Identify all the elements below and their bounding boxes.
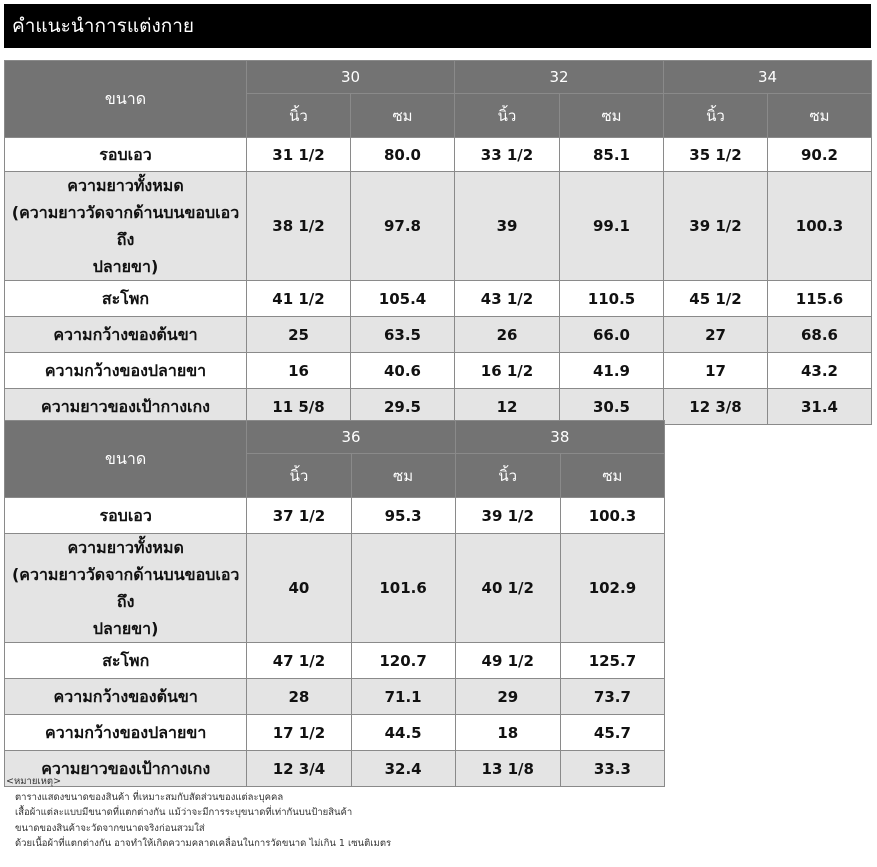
row-label-waist: รอบเอว [5, 498, 247, 534]
table-cell: 41 1/2 [247, 281, 351, 317]
note-line: ด้วยเนื้อผ้าที่แตกต่างกัน อาจทำให้เกิดความคลาดเคลื่อนในการวัดขนาด ไม่เกิน 1 เซนติเมตร [15, 838, 392, 849]
table-cell: 41.9 [560, 353, 664, 389]
table-cell: 32.4 [351, 751, 455, 787]
note-line: ตารางแสดงขนาดของสินค้า ที่เหมาะสมกับสัดส่วนของแต่ละบุคคล [15, 791, 284, 803]
table-row [5, 715, 665, 751]
row-label-line: (ความยาววัดจากด้านบนขอบเอวถึง [11, 203, 240, 249]
table-cell: 40 1/2 [455, 534, 560, 643]
row-label-waist: รอบเอว [5, 138, 247, 172]
table-row [5, 281, 872, 317]
table-cell: 44.5 [351, 715, 455, 751]
unit-inch-header: นิ้ว [455, 94, 560, 138]
table-cell: 17 1/2 [247, 715, 351, 751]
size-column-header: 30 [247, 61, 455, 94]
table-cell: 17 [664, 353, 768, 389]
size-table-1 [4, 60, 872, 425]
row-label-hem: ความกว้างของปลายขา [5, 715, 247, 751]
table-cell: 90.2 [768, 138, 872, 172]
table-cell: 30.5 [560, 389, 664, 425]
table-cell: 39 1/2 [664, 172, 768, 281]
table-cell: 39 [455, 172, 560, 281]
note-line: ขนาดของสินค้าจะวัดจากขนาดจริงก่อนสวมใส่ [15, 822, 205, 834]
table-cell: 16 1/2 [455, 353, 560, 389]
table-cell: 49 1/2 [455, 643, 560, 679]
row-label-total-length [5, 534, 247, 643]
row-label-thigh: ความกว้างของต้นขา [5, 317, 247, 353]
size-header: ขนาด [5, 61, 247, 138]
table-cell: 40.6 [351, 353, 455, 389]
table-cell: 12 3/4 [247, 751, 351, 787]
table-cell: 100.3 [560, 498, 664, 534]
table-cell: 12 [455, 389, 560, 425]
unit-cm-header: ซม [768, 94, 872, 138]
row-label-thigh: ความกว้างของต้นขา [5, 679, 247, 715]
table-cell: 68.6 [768, 317, 872, 353]
table-cell: 29.5 [351, 389, 455, 425]
table-cell: 125.7 [560, 643, 664, 679]
table-cell: 38 1/2 [247, 172, 351, 281]
table-cell: 73.7 [560, 679, 664, 715]
table-cell: 97.8 [351, 172, 455, 281]
size-table-2 [4, 420, 665, 787]
table-cell: 71.1 [351, 679, 455, 715]
row-label-rise: ความยาวของเป้ากางเกง [5, 389, 247, 425]
table-cell: 16 [247, 353, 351, 389]
table-cell: 99.1 [560, 172, 664, 281]
table-cell: 31 1/2 [247, 138, 351, 172]
table-cell: 47 1/2 [247, 643, 351, 679]
row-label-hip: สะโพก [5, 643, 247, 679]
table-cell: 35 1/2 [664, 138, 768, 172]
table-cell: 37 1/2 [247, 498, 351, 534]
unit-cm-header: ซม [560, 94, 664, 138]
table-cell: 33 1/2 [455, 138, 560, 172]
row-label-line: ปลายขา) [92, 619, 159, 638]
table-cell: 120.7 [351, 643, 455, 679]
row-label-line: (ความยาววัดจากด้านบนขอบเอวถึง [11, 565, 240, 611]
table-cell: 40 [247, 534, 351, 643]
unit-inch-header: นิ้ว [455, 454, 560, 498]
table-row [5, 353, 872, 389]
table-row [5, 679, 665, 715]
table-cell: 31.4 [768, 389, 872, 425]
row-label-rise: ความยาวของเป้ากางเกง [5, 751, 247, 787]
table-cell: 25 [247, 317, 351, 353]
table-cell: 26 [455, 317, 560, 353]
table-row [5, 172, 872, 281]
row-label-line: ความยาวทั้งหมด [67, 538, 184, 557]
table-cell: 63.5 [351, 317, 455, 353]
table-cell: 102.9 [560, 534, 664, 643]
table-cell: 29 [455, 679, 560, 715]
table-cell: 33.3 [560, 751, 664, 787]
row-label-line: ความยาวทั้งหมด [67, 176, 184, 195]
table-cell: 28 [247, 679, 351, 715]
unit-inch-header: นิ้ว [247, 94, 351, 138]
row-label-hem: ความกว้างของปลายขา [5, 353, 247, 389]
table-cell: 45 1/2 [664, 281, 768, 317]
row-label-line: ปลายขา) [92, 257, 159, 276]
table-cell: 80.0 [351, 138, 455, 172]
table-cell: 43.2 [768, 353, 872, 389]
size-column-header: 32 [455, 61, 664, 94]
size-column-header: 38 [455, 421, 664, 454]
notes [6, 774, 391, 852]
size-column-header: 34 [664, 61, 872, 94]
page-title: คำแนะนำการแต่งกาย [4, 4, 871, 48]
table-cell: 12 3/8 [664, 389, 768, 425]
unit-inch-header: นิ้ว [247, 454, 351, 498]
table-row [5, 138, 872, 172]
unit-inch-header: นิ้ว [664, 94, 768, 138]
table-cell: 11 5/8 [247, 389, 351, 425]
table-row [5, 534, 665, 643]
unit-cm-header: ซม [351, 94, 455, 138]
table-cell: 101.6 [351, 534, 455, 643]
table-cell: 115.6 [768, 281, 872, 317]
row-label-hip: สะโพก [5, 281, 247, 317]
table-cell: 18 [455, 715, 560, 751]
table-row [5, 498, 665, 534]
notes-heading: <หมายเหตุ> [6, 776, 62, 787]
unit-cm-header: ซม [560, 454, 664, 498]
table-cell: 85.1 [560, 138, 664, 172]
table-cell: 105.4 [351, 281, 455, 317]
unit-cm-header: ซม [351, 454, 455, 498]
table-cell: 110.5 [560, 281, 664, 317]
table-cell: 39 1/2 [455, 498, 560, 534]
note-line: เสื้อผ้าแต่ละแบบมีขนาดที่แตกต่างกัน แม้ว่าจะมีการระบุขนาดที่เท่ากันบนป้ายสินค้า [15, 807, 353, 818]
table-cell: 95.3 [351, 498, 455, 534]
table-cell: 45.7 [560, 715, 664, 751]
table-row [5, 317, 872, 353]
table-cell: 27 [664, 317, 768, 353]
table-cell: 43 1/2 [455, 281, 560, 317]
table-cell: 13 1/8 [455, 751, 560, 787]
size-header: ขนาด [5, 421, 247, 498]
table-cell: 66.0 [560, 317, 664, 353]
size-column-header: 36 [247, 421, 455, 454]
table-cell: 100.3 [768, 172, 872, 281]
row-label-total-length [5, 172, 247, 281]
table-row [5, 643, 665, 679]
